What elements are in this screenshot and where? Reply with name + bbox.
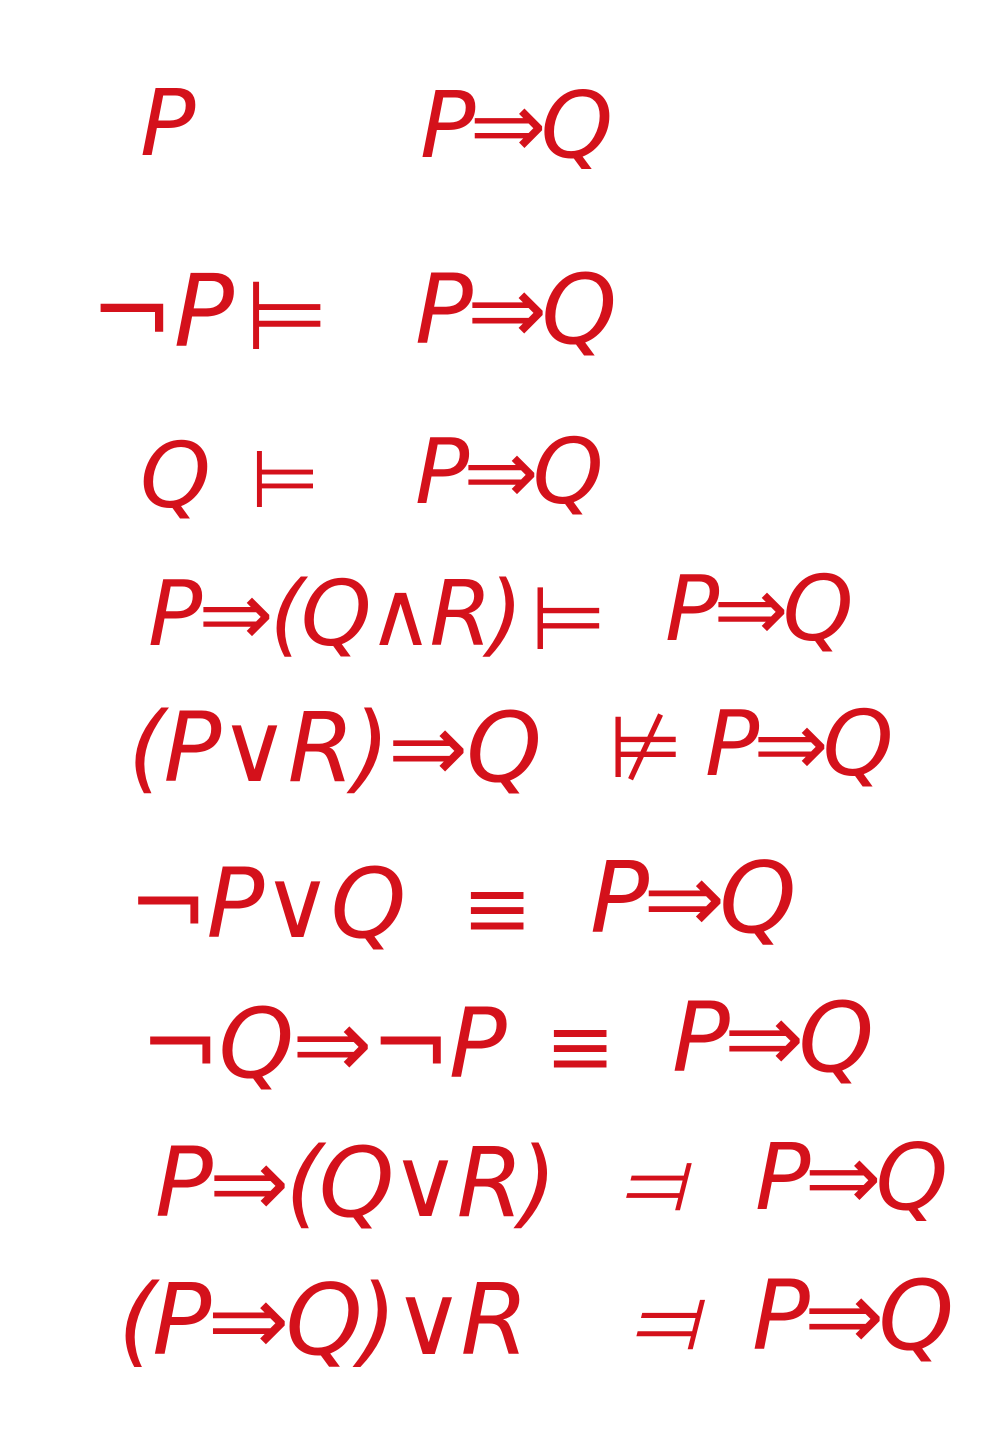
row-1-left: P [140, 70, 196, 177]
row-6-left: ¬P∨Q [128, 848, 405, 960]
row-8-left: P⇒(Q∨R) [155, 1127, 553, 1239]
row-9-left: (P⇒Q)∨R [118, 1264, 525, 1378]
row-3-relation: ⊨ [250, 433, 320, 526]
row-8-relation: ⫤ [620, 1133, 685, 1233]
row-8-right: P⇒Q [755, 1124, 942, 1231]
row-7-relation: ≡ [545, 997, 616, 1095]
row-9-right: P⇒Q [752, 1260, 948, 1372]
row-6-relation: ≡ [462, 859, 533, 957]
row-3-right: P⇒Q [415, 420, 598, 525]
row-4-left: P⇒(Q∧R) [148, 562, 520, 667]
row-9-relation: ⫤ [630, 1268, 698, 1373]
row-5-left: (P∨R)⇒Q [128, 692, 540, 804]
row-4-relation: ⊨ [530, 567, 607, 670]
row-7-right: P⇒Q [672, 982, 868, 1094]
row-5-right: P⇒Q [705, 692, 888, 797]
row-2-relation: ⊨ [245, 260, 329, 372]
row-2-left: ¬P [90, 253, 235, 370]
row-4-right: P⇒Q [665, 557, 848, 662]
row-6-right: P⇒Q [590, 842, 791, 956]
row-2-right: P⇒Q [415, 254, 611, 366]
row-7-left: ¬Q⇒¬P [140, 988, 505, 1100]
row-3-left: Q [140, 424, 211, 529]
row-5-relation: ⊭ [608, 698, 683, 798]
row-1-right: P⇒Q [420, 72, 607, 179]
